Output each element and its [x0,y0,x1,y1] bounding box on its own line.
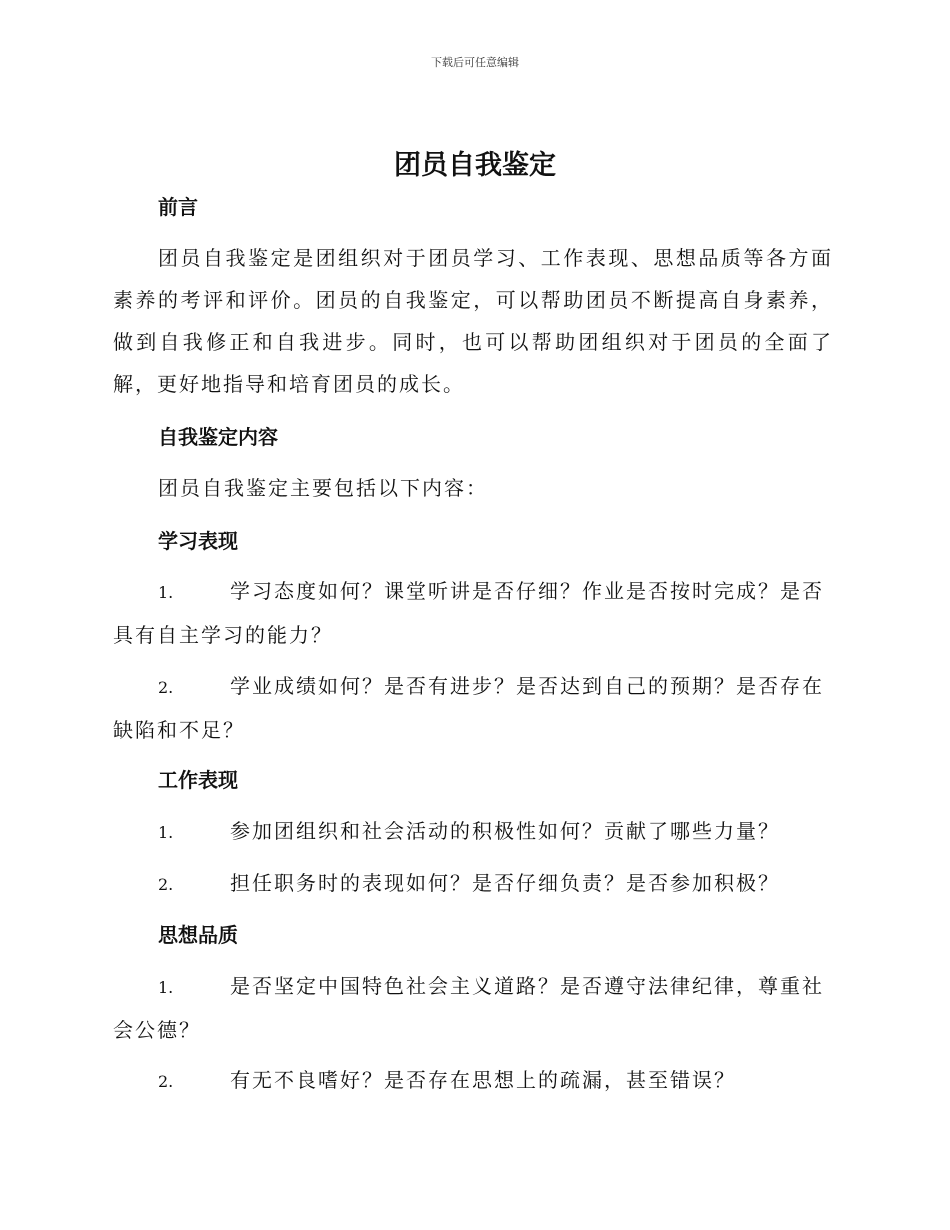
list-number: 2. [158,1072,174,1091]
list-number: 2. [158,678,174,697]
list-text: 参加团组织和社会活动的积极性如何？贡献了哪些力量？ [230,819,780,843]
list-number: 1. [158,823,174,842]
study-heading: 学习表现 [158,529,238,553]
list-item [113,1059,833,1103]
list-text: 学业成绩如何？是否有进步？是否达到自己的预期？是否存在缺陷和不足？ [113,674,824,742]
intro-heading: 前言 [158,195,198,219]
list-number: 2. [158,875,174,894]
page-header: 下载后可任意编辑 [431,56,519,69]
list-number: 1. [158,978,174,997]
list-text: 担任职务时的表现如何？是否仔细负责？是否参加积极？ [230,871,780,895]
list-item [113,862,833,906]
list-item [113,570,833,656]
list-text: 学习态度如何？课堂听讲是否仔细？作业是否按时完成？是否具有自主学习的能力？ [113,579,824,647]
content-heading: 自我鉴定内容 [158,425,278,449]
list-number: 1. [158,583,174,602]
content-paragraph: 团员自我鉴定主要包括以下内容： [158,476,488,500]
morality-heading: 思想品质 [158,923,238,947]
document-title: 团员自我鉴定 [394,150,556,181]
work-heading: 工作表现 [158,768,238,792]
list-item [113,965,833,1051]
intro-paragraph: 团员自我鉴定是团组织对于团员学习、工作表现、思想品质等各方面素养的考评和评价。团员的自我鉴定，可以帮助团员不断提高自身素养，做到自我修正和自我进步。同时，也可以帮助团组织对于团员的全面了解，更好地指导和培育团员的成长。 [113,246,833,396]
list-item [113,810,833,854]
list-text: 有无不良嗜好？是否存在思想上的疏漏，甚至错误？ [230,1068,736,1092]
list-text: 是否坚定中国特色社会主义道路？是否遵守法律纪律，尊重社会公德？ [113,974,824,1042]
list-item [113,665,833,751]
